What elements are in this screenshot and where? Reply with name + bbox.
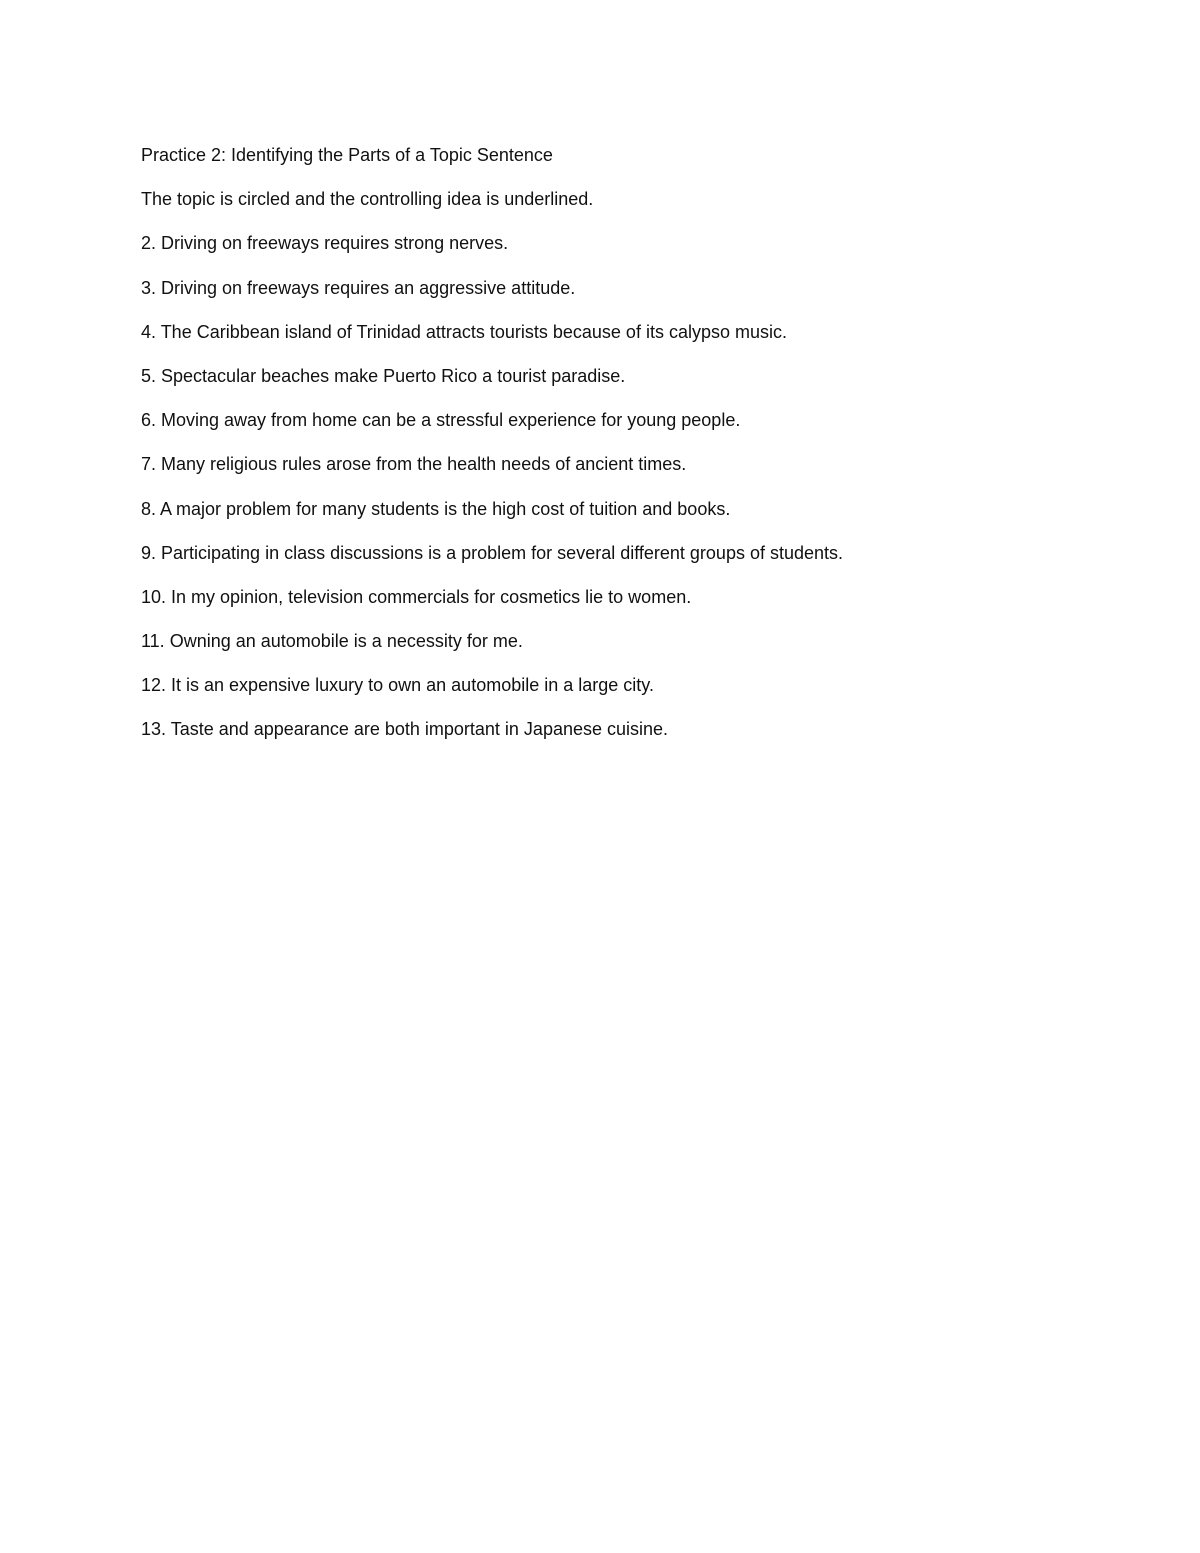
sentence-item-4: 4. The Caribbean island of Trinidad attracts tourists because of its calypso music. [141,321,787,342]
sentence-item-7: 7. Many religious rules arose from the health needs of ancient times. [141,454,687,475]
sentence-item-12: 12. It is an expensive luxury to own an automobile in a large city. [141,675,654,696]
sentence-item-8: 8. A major problem for many students is the high cost of tuition and books. [141,498,731,519]
sentence-item-9: 9. Participating in class discussions is a problem for several different groups of students. [141,542,844,563]
sentence-item-2: 2. Driving on freeways requires strong nerves. [141,233,509,254]
document-title: Practice 2: Identifying the Parts of a Topic Sentence [141,145,553,165]
sentence-item-10: 10. In my opinion, television commercials for cosmetics lie to women. [141,586,692,607]
instruction-text: The topic is circled and the controlling idea is underlined. [141,189,594,210]
sentence-item-11: 11. Owning an automobile is a necessity for me. [141,631,523,652]
sentence-item-6: 6. Moving away from home can be a stressful experience for young people. [141,410,741,431]
document-body [141,143,1101,762]
sentence-item-5: 5. Spectacular beaches make Puerto Rico a tourist paradise. [141,365,626,386]
sentence-item-13: 13. Taste and appearance are both important in Japanese cuisine. [141,719,669,740]
sentence-item-3: 3. Driving on freeways requires an aggressive attitude. [141,277,576,298]
